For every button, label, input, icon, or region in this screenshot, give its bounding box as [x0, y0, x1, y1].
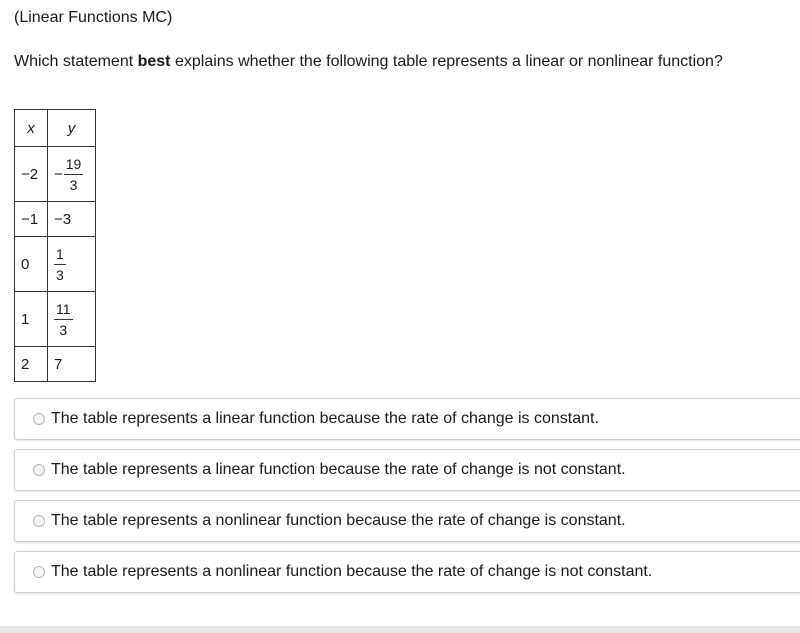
answer-option-d[interactable]: [14, 551, 800, 593]
negative-fraction: [54, 156, 83, 193]
answer-option-label: The table represents a nonlinear function because the rate of change is not constant.: [51, 563, 653, 580]
answer-option-label: The table represents a linear function because the rate of change is constant.: [51, 410, 599, 427]
fraction: [54, 246, 66, 283]
question-suffix: explains whether the following table represents a linear or nonlinear function?: [170, 53, 723, 70]
denominator: 3: [59, 321, 68, 338]
table-row: [15, 347, 96, 382]
denominator: 3: [56, 266, 64, 283]
answer-choices: [14, 398, 800, 602]
question-text: [14, 52, 723, 72]
cell-y: 7: [48, 347, 96, 382]
page-bottom-divider: [0, 626, 800, 633]
cell-y: −3: [48, 202, 96, 237]
cell-x: 0: [15, 237, 48, 292]
table-row: [15, 292, 96, 347]
cell-x: −1: [15, 202, 48, 237]
header-y: y: [48, 110, 96, 147]
radio-button-icon[interactable]: [33, 464, 45, 476]
numerator: 19: [65, 155, 82, 172]
assignment-title: (Linear Functions MC): [14, 9, 173, 26]
answer-option-b[interactable]: [14, 449, 800, 491]
question-emphasis: best: [137, 53, 171, 70]
cell-x: 1: [15, 292, 48, 347]
answer-option-label: The table represents a nonlinear function because the rate of change is constant.: [51, 512, 626, 529]
radio-button-icon[interactable]: [33, 413, 45, 425]
denominator: 3: [69, 176, 78, 193]
cell-y: [48, 147, 96, 202]
answer-option-c[interactable]: [14, 500, 800, 542]
fraction: [64, 156, 84, 193]
answer-option-a[interactable]: [14, 398, 800, 440]
cell-x: 2: [15, 347, 48, 382]
numerator: 11: [56, 300, 71, 317]
values-table: [14, 109, 96, 382]
fraction-bar: [54, 264, 66, 265]
fraction-bar: [64, 174, 84, 175]
table-row: [15, 237, 96, 292]
fraction-bar: [54, 319, 73, 320]
table-row: [15, 202, 96, 237]
numerator: 1: [56, 245, 64, 262]
radio-button-icon[interactable]: [33, 566, 45, 578]
table-row: [15, 147, 96, 202]
cell-x: −2: [15, 147, 48, 202]
table-header-row: [15, 110, 96, 147]
fraction: [54, 301, 73, 338]
cell-y: [48, 292, 96, 347]
question-prefix: Which statement: [14, 53, 138, 70]
answer-option-label: The table represents a linear function because the rate of change is not constant.: [51, 461, 626, 478]
minus-sign: −: [54, 165, 63, 183]
cell-y: [48, 237, 96, 292]
header-x: x: [15, 110, 48, 147]
radio-button-icon[interactable]: [33, 515, 45, 527]
